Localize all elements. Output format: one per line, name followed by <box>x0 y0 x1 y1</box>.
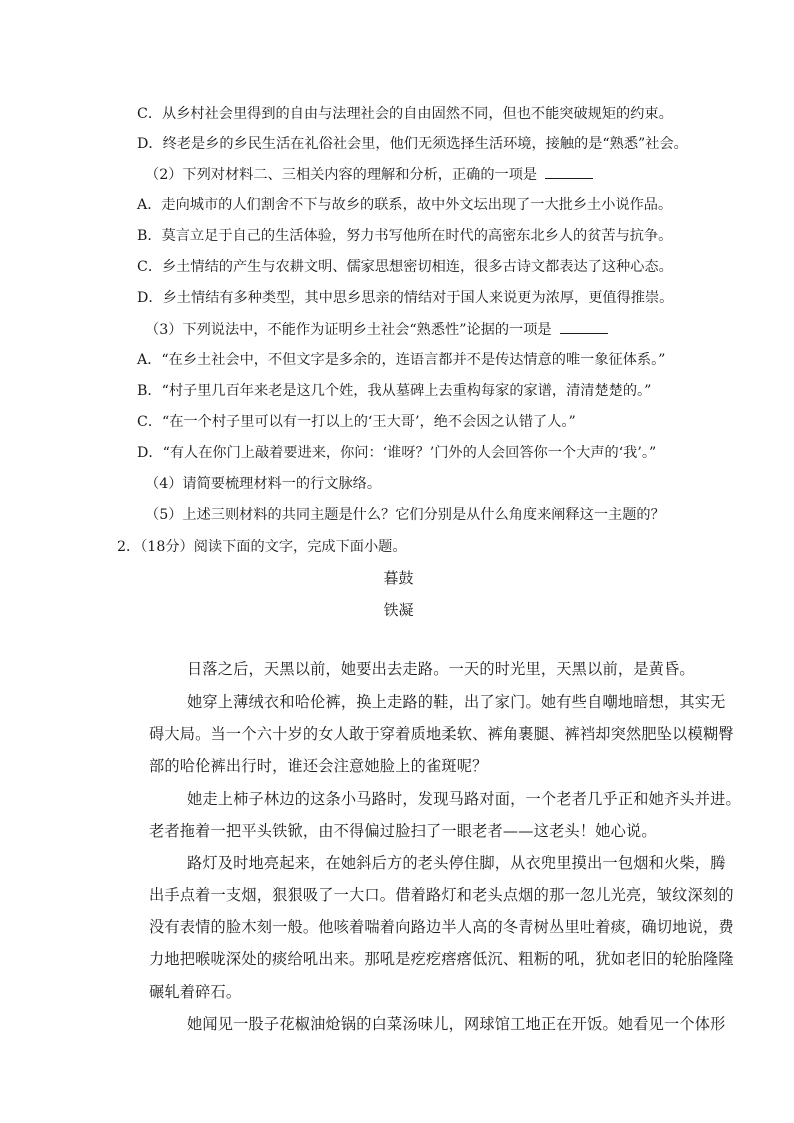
q2-option-a: A．走向城市的人们割舍不下与故乡的联系，故中外文坛出现了一大批乡土小说作品。 <box>137 197 673 213</box>
passage-line: 老者拖着一把平头铁锨，由不得偏过脸扫了一眼老者——这老头！她心说。 <box>149 822 657 840</box>
passage-line: 部的哈伦裤出行时，谁还会注意她脸上的雀斑呢？ <box>149 757 488 775</box>
q2-stem <box>145 164 593 185</box>
question2-header: 2．（18分）阅读下面的文字，完成下面小题。 <box>117 539 407 555</box>
passage-title: 暮鼓 <box>383 569 414 587</box>
passage-line: 她闻见一股子花椒油炝锅的白菜汤味儿，网球馆工地正在开饭。她看见一个体形 <box>187 1015 726 1033</box>
q3-option-c: C．“在一个村子里可以有一打以上的‘王大哥’，绝不会因之认错了人。” <box>137 414 576 430</box>
q3-stem-text: （3）下列说法中，不能作为证明乡土社会“熟悉性”论据的一项是 <box>145 322 552 338</box>
q5-stem: （5）上述三则材料的共同主题是什么？它们分别是从什么角度来阐释这一主题的？ <box>145 507 665 523</box>
q4-stem: （4）请简要梳理材料一的行文脉络。 <box>145 476 382 492</box>
passage-line: 她穿上薄绒衣和哈伦裤，换上走路的鞋，出了家门。她有些自嘲地暗想，其实无 <box>187 693 726 711</box>
q3-option-d: D．“有人在你门上敲着要进来，你问：‘谁呀？’门外的人会回答你一个大声的‘我’。” <box>137 445 657 461</box>
passage-line: 她走上柿子林边的这条小马路时，发现马路对面，一个老者几乎正和她齐头并进。 <box>187 790 741 808</box>
passage-line: 碾轧着碎石。 <box>149 983 242 1001</box>
q2-option-c: C．乡土情结的产生与农耕文明、儒家思想密切相连，很多古诗文都表达了这种心态。 <box>137 259 673 275</box>
passage-line: 路灯及时地亮起来，在她斜后方的老头停住脚，从衣兜里摸出一包烟和火柴，腾 <box>187 854 726 872</box>
q3-option-b: B．“村子里几百年来老是这几个姓，我从墓碑上去重构每家的家谱，清清楚楚的。” <box>137 383 652 399</box>
q1-option-d: D．终老是乡的乡民生活在礼俗社会里，他们无须选择生活环境，接触的是“熟悉”社会。 <box>137 136 688 152</box>
q3-stem <box>145 319 608 340</box>
q3-option-a: A．“在乡土社会中，不但文字是多余的，连语言都并不是传达情意的唯一象征体系。” <box>137 352 666 368</box>
passage-author: 铁凝 <box>383 601 414 619</box>
q2-answer-blank[interactable] <box>545 164 593 179</box>
passage-line: 出手点着一支烟，狠狠吸了一大口。借着路灯和老头点烟的那一忽儿光亮，皱纹深刻的 <box>149 886 734 904</box>
q1-option-c: C．从乡村社会里得到的自由与法理社会的自由固然不同，但也不能突破规矩的约束。 <box>137 106 673 122</box>
q2-option-d: D．乡土情结有多种类型，其中思乡思亲的情结对于国人来说更为浓厚，更值得推崇。 <box>137 290 674 306</box>
q3-answer-blank[interactable] <box>560 319 608 334</box>
passage-line: 碍大局。当一个六十岁的女人敢于穿着质地柔软、裤角裹腿、裤裆却突然肥坠以模糊臀 <box>149 725 734 743</box>
q2-option-b: B．莫言立足于自己的生活体验，努力书写他所在时代的高密东北乡人的贫苦与抗争。 <box>137 228 673 244</box>
passage-line: 日落之后，天黑以前，她要出去走路。一天的时光里，天黑以前，是黄昏。 <box>187 660 695 678</box>
passage-line: 力地把喉咙深处的痰给吼出来。那吼是疙疙瘩瘩低沉、粗粝的吼，犹如老旧的轮胎隆隆 <box>149 950 734 968</box>
passage-line: 没有表情的脸木刻一般。他咳着喘着向路边半人高的冬青树丛里吐着痰，确切地说，费 <box>149 918 734 936</box>
q2-stem-text: （2）下列对材料二、三相关内容的理解和分析，正确的一项是 <box>145 167 538 183</box>
